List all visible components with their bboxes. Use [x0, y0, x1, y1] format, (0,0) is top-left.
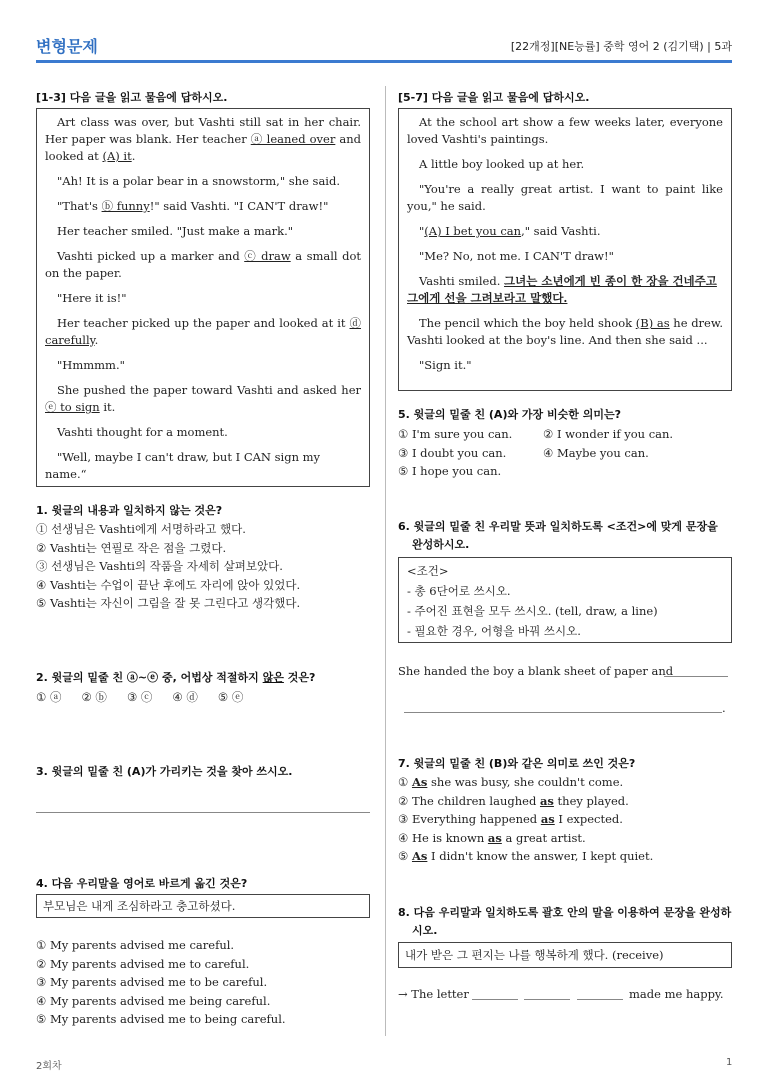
question-8-suffix: made me happy.: [629, 987, 724, 1001]
answer-line[interactable]: [404, 712, 722, 713]
option[interactable]: ⑤ As I didn't know the answer, I kept quiet.: [398, 849, 654, 863]
column-divider: [385, 86, 386, 1036]
option[interactable]: ⑤ Vashti는 자신이 그림을 잘 못 그린다고 생각했다.: [36, 596, 301, 610]
passage-1-para: "Well, maybe I can't draw, but I CAN sign my name.“: [45, 450, 321, 481]
option[interactable]: ③ ⓒ: [126, 690, 153, 704]
option[interactable]: ④ ⓓ: [172, 690, 198, 704]
option[interactable]: ③ My parents advised me to be careful.: [36, 975, 268, 989]
passage-2-para: "Sign it.": [419, 358, 472, 372]
question-2-options: [36, 688, 286, 707]
question-3: 3. 윗글의 밑줄 친 (A)가 가리키는 것을 찾아 쓰시오.: [36, 765, 293, 778]
option[interactable]: ② I wonder if you can.: [543, 427, 674, 441]
passage-1-para: "Here it is!": [57, 291, 127, 305]
option[interactable]: ④ Maybe you can.: [543, 445, 649, 460]
question-1: 1. 윗글의 내용과 일치하지 않는 것은?: [36, 504, 223, 517]
passage-2-para: "You're a really great artist. I want to paint like you," he said.: [407, 182, 723, 213]
option[interactable]: ⑤ ⓔ: [217, 690, 244, 704]
question-4: 4. 다음 우리말을 영어로 바르게 옮긴 것은?: [36, 877, 248, 890]
question-7-options: [398, 773, 732, 866]
option[interactable]: ① 선생님은 Vashti에게 서명하라고 했다.: [36, 522, 246, 536]
passage-1-box: [36, 108, 370, 487]
question-6: 6. 윗글의 밑줄 친 우리말 뜻과 일치하도록 <조건>에 맞게 문장을 완성하시오.: [398, 520, 718, 551]
conditions-title: <조건>: [407, 564, 449, 578]
option[interactable]: ③ Everything happened as I expected.: [398, 812, 623, 826]
question-5-options: [398, 425, 703, 481]
footer-session: 2회차: [36, 1061, 62, 1072]
condition: - 필요한 경우, 어형을 바꿔 쓰시오.: [407, 624, 581, 638]
option[interactable]: ③ I doubt you can.: [398, 445, 507, 460]
question-4-options: [36, 936, 370, 1029]
question-5: 5. 윗글의 밑줄 친 (A)와 가장 비슷한 의미는?: [398, 408, 621, 421]
option[interactable]: ③ 선생님은 Vashti의 작품을 자세히 살펴보았다.: [36, 559, 283, 573]
header-rule: [36, 60, 732, 63]
answer-blank[interactable]: [524, 999, 570, 1000]
passage-2-heading: [5-7] 다음 글을 읽고 물음에 답하시오.: [398, 91, 590, 104]
underlined-korean: 그녀는 소년에게 빈 종이 한 장을 건네주고 그에게 선을 그려보라고 말했다.: [407, 274, 717, 305]
passage-2-box: [398, 108, 732, 391]
mark-A: (A) I bet you can: [424, 224, 522, 238]
mark-b: ⓑ funny: [101, 199, 150, 213]
question-8-korean-box: 내가 받은 그 편지는 나를 행복하게 했다. (receive): [398, 942, 732, 968]
passage-2-para: Vashti smiled. 그녀는 소년에게 빈 종이 한 장을 건네주고 그에게 선을 그려보라고 말했다.: [407, 274, 717, 305]
passage-1-para: "That's ⓑ funny!" said Vashti. "I CAN'T draw!": [57, 199, 329, 213]
option[interactable]: ④ My parents advised me being careful.: [36, 993, 271, 1008]
condition: - 총 6단어로 쓰시오.: [407, 584, 511, 598]
question-2: 2. 윗글의 밑줄 친 ⓐ~ⓔ 중, 어법상 적절하지 않은 것은?: [36, 671, 316, 684]
page-title: 변형문제: [36, 37, 98, 56]
option[interactable]: ① ⓐ: [36, 690, 62, 704]
question-8-prefix: → The letter: [398, 987, 469, 1001]
option[interactable]: ⑤ My parents advised me to being careful.: [36, 1012, 286, 1026]
answer-line[interactable]: [36, 812, 370, 813]
answer-blank[interactable]: [472, 999, 518, 1000]
option[interactable]: ② ⓑ: [81, 690, 107, 704]
question-8: 8. 다음 우리말과 일치하도록 괄호 안의 말을 이용하여 문장을 완성하시오.: [398, 906, 732, 937]
option[interactable]: ② The children laughed as they played.: [398, 793, 629, 808]
mark-A: (A) it: [102, 149, 132, 163]
sentence-end: .: [722, 701, 726, 715]
option[interactable]: ⑤ I hope you can.: [398, 464, 502, 478]
passage-1-para: Her teacher picked up the paper and looked at it ⓓ carefully.: [45, 316, 361, 347]
passage-1-heading: [1-3] 다음 글을 읽고 물음에 답하시오.: [36, 91, 228, 104]
option[interactable]: ④ He is known as a great artist.: [398, 830, 586, 845]
passage-1-para: "Ah! It is a polar bear in a snowstorm," she said.: [57, 174, 340, 188]
question-6-sentence: She handed the boy a blank sheet of paper and: [398, 664, 674, 678]
question-6-conditions: [398, 557, 732, 643]
mark-e: ⓔ to sign: [45, 400, 100, 414]
mark-B: (B) as: [635, 316, 670, 330]
passage-2-para: At the school art show a few weeks later, everyone loved Vashti's paintings.: [407, 115, 723, 146]
condition: - 주어진 표현을 모두 쓰시오. (tell, draw, a line): [407, 604, 658, 618]
option[interactable]: ④ Vashti는 수업이 끝난 후에도 자리에 앉아 있었다.: [36, 577, 301, 592]
passage-2-para: "Me? No, not me. I CAN'T draw!": [419, 249, 614, 263]
option[interactable]: ② My parents advised me to careful.: [36, 956, 250, 971]
question-1-options: [36, 520, 370, 613]
mark-c: ⓒ draw: [244, 249, 291, 263]
option[interactable]: ① My parents advised me careful.: [36, 938, 235, 952]
answer-blank[interactable]: [577, 999, 623, 1000]
header-course-info: [22개정][NE능률] 중학 영어 2 (김기택) | 5과: [510, 40, 732, 53]
option[interactable]: ① I'm sure you can.: [398, 427, 513, 441]
question-7: 7. 윗글의 밑줄 친 (B)와 같은 의미로 쓰인 것은?: [398, 757, 636, 770]
mark-a: ⓐ leaned over: [250, 132, 336, 146]
passage-1-para: Vashti picked up a marker and ⓒ draw a small dot on the paper.: [45, 249, 362, 280]
passage-1-para: Art class was over, but Vashti still sat in her chair. Her paper was blank. Her teacher ⓐ leaned over and looked at (A) it.: [45, 115, 361, 163]
option[interactable]: ② Vashti는 연필로 작은 점을 그렸다.: [36, 540, 227, 555]
passage-1-para: She pushed the paper toward Vashti and asked her ⓔ to sign it.: [45, 383, 361, 414]
question-4-korean-box: 부모님은 내게 조심하라고 충고하셨다.: [36, 894, 370, 918]
passage-2-para: The pencil which the boy held shook (B) as he drew. Vashti looked at the boy's line. And then she said ...: [407, 316, 723, 347]
mark-d: ⓓ carefully: [45, 316, 361, 347]
passage-1-para: "Hmmmm.": [57, 358, 125, 372]
passage-1-para: Her teacher smiled. "Just make a mark.": [57, 224, 294, 238]
passage-2-para: "(A) I bet you can," said Vashti.: [419, 224, 601, 238]
page-number: 1: [726, 1057, 733, 1068]
option[interactable]: ① As she was busy, she couldn't come.: [398, 775, 624, 789]
passage-1-para: Vashti thought for a moment.: [57, 425, 228, 439]
passage-2-para: A little boy looked up at her.: [419, 157, 585, 171]
answer-line[interactable]: [664, 676, 728, 677]
